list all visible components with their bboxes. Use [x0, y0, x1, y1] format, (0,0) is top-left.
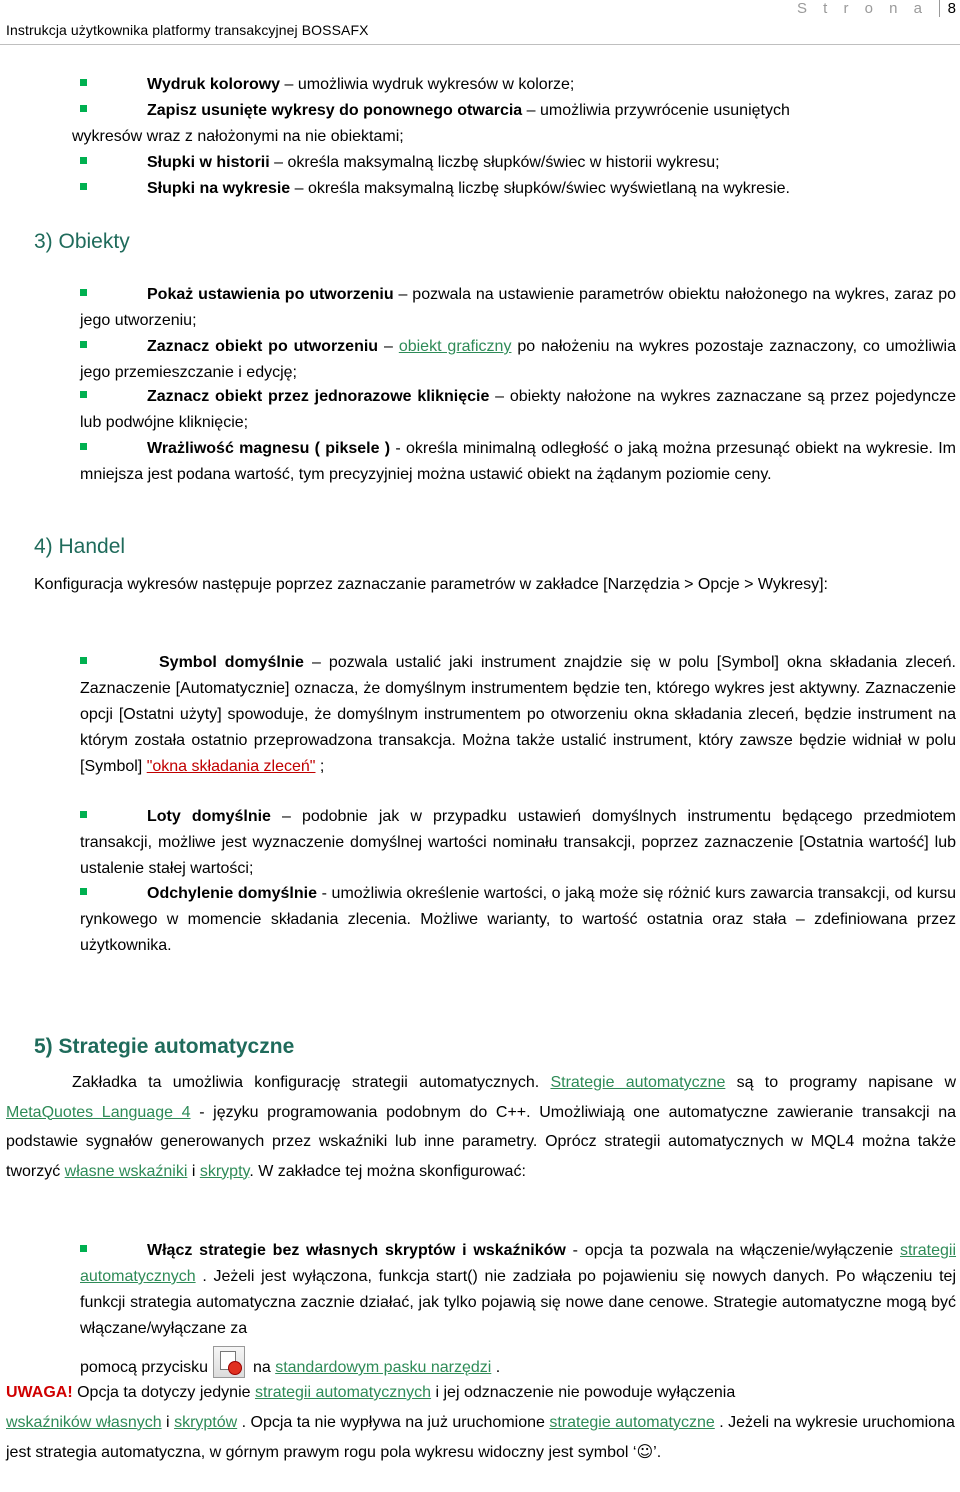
bullet-icon [80, 391, 87, 398]
bullet-icon [80, 289, 87, 296]
link-graphic-object[interactable]: obiekt graficzny [398, 338, 512, 355]
list-item [80, 384, 956, 436]
paragraph-text: . Jeżeli na wykresie uruchomiona jest strategia automatyczna, w górnym prawym rogu pola wykresu widoczny jest symbol ‘ [6, 1413, 955, 1461]
paragraph-text: - języku programowania podobnym do C++. Umożliwiają one automatyczne zawieranie transakcji na podstawie sygnałów generowanych przez wskaźniki lub inne parametry. Oprócz strategii automatycznych w MQL4 można także tworzyć [6, 1103, 956, 1180]
list-item [80, 650, 956, 780]
warning-paragraph [6, 1378, 956, 1468]
list-item [80, 72, 956, 97]
item-title: Loty domyślnie [147, 808, 271, 825]
list-item-continued: wykresów wraz z nałożonymi na nie obiektami; [72, 128, 404, 145]
item-text: . [491, 1359, 501, 1376]
bullet-icon [80, 105, 87, 112]
paragraph-text: . Opcja ta nie wypływa na już uruchomione [237, 1413, 550, 1431]
section-paragraph [6, 1068, 956, 1186]
link-scripts[interactable]: skryptów [174, 1413, 238, 1431]
link-custom-indicators[interactable]: własne wskaźniki [64, 1162, 188, 1180]
link-scripts[interactable]: skrypty [199, 1162, 250, 1180]
item-text: ; [315, 758, 325, 775]
list-item-continued [80, 1346, 956, 1381]
paragraph-text: i jej odznaczenie nie powoduje wyłączenia [431, 1384, 736, 1401]
item-text: na [248, 1359, 276, 1376]
header-divider [0, 44, 960, 45]
paragraph-text: i [187, 1162, 200, 1180]
section-heading-automated-strategies: 5) Strategie automatyczne [34, 1035, 295, 1058]
section-heading-trading: 4) Handel [34, 535, 126, 558]
list-item [80, 98, 956, 123]
list-item [80, 881, 956, 959]
section-intro: Konfiguracja wykresów następuje poprzez zaznaczanie parametrów w zakładce [Narzędzia > Opcje > Wykresy]: [34, 576, 828, 593]
item-title: Słupki w historii [147, 154, 270, 171]
item-text: . Jeżeli jest wyłączona, funkcja start() nie zadziała po pojawieniu się nowych danych. Po włączeniu tej funkcji strategia automatyczna zacznie działać, jak tylko pojawią się nowe dane cenowe. Strategie automatyczne mogą być włączane/wyłączane za [80, 1268, 956, 1337]
paragraph-text: są to programy napisane w [725, 1074, 957, 1091]
link-custom-indicators[interactable]: wskaźników własnych [6, 1413, 162, 1431]
bullet-icon [80, 443, 87, 450]
list-item [80, 804, 956, 882]
bullet-icon [80, 1245, 87, 1252]
item-title: Zaznacz obiekt przez jednorazowe kliknięcie [147, 388, 490, 405]
smiley-icon: ☺ [636, 1442, 654, 1461]
link-automated-strategies[interactable]: Strategie automatyczne [550, 1074, 726, 1091]
page-header [0, 0, 960, 46]
item-text: – pozwala ustalić jaki instrument znajdzie się w polu [Symbol] okna składania zleceń. Zaznaczenie [Automatycznie] oznacza, że domyślnym instrumentem będzie ten, którego wykres jest aktywny. Zaznaczenie opcji [Ostatni użyty] spowoduje, że domyślnym instrumentem po otworzeniu okna składania zleceń, będzie instrument na którym została ostatnio przeprowadzona transakcja. Można także ustalić instrument, który zawsze będzie widniał w polu [Symbol] [80, 654, 956, 775]
item-text: - określa minimalną odległość o jaką można przesunąć obiekt na wykresie. Im mniejsza jest podana wartość, tym precyzyjniej można ustawić obiekt na żądanym poziomie ceny. [80, 440, 956, 483]
bullet-icon [80, 888, 87, 895]
item-title: Zaznacz obiekt po utworzeniu [147, 338, 379, 355]
item-text: – obiekty nałożone na wykres zaznaczane są przez pojedyncze lub podwójne kliknięcie; [80, 388, 957, 431]
item-title: Słupki na wykresie [147, 180, 291, 197]
item-title: Wydruk kolorowy [147, 76, 281, 93]
list-item [80, 334, 956, 386]
link-automated-strategies[interactable]: strategii automatycznych [80, 1242, 957, 1285]
item-title: Symbol domyślnie [159, 654, 304, 671]
item-title: Wrażliwość magnesu ( piksele ) [147, 440, 391, 457]
paragraph-text: i [161, 1413, 175, 1431]
item-text: po nałożeniu na wykres pozostaje zaznaczony, co umożliwia jego przemieszczanie i edycję; [80, 338, 956, 381]
bullet-icon [80, 811, 87, 818]
bullet-icon [80, 341, 87, 348]
item-title: Włącz strategie bez własnych skryptów i wskaźników [147, 1242, 566, 1259]
item-title: Zapisz usunięte wykresy do ponownego otwarcia [147, 102, 523, 119]
item-text: – podobnie jak w przypadku ustawień domyślnych instrumentu będącego przedmiotem transakcji, możliwe jest wyznaczenie domyślnej wartości nominału transakcji, poprzez zaznaczenie [Ostatnia wartość] lub ustalenie stałej wartości; [80, 808, 956, 877]
expert-advisors-button-icon [213, 1346, 245, 1378]
bullet-icon [80, 79, 87, 86]
list-item [80, 282, 956, 334]
list-item [80, 176, 956, 201]
page-label: S t r o n a [796, 0, 928, 17]
paragraph-text: Opcja ta dotyczy jedynie [72, 1384, 255, 1401]
item-title: Odchylenie domyślnie [147, 885, 317, 902]
item-text: pomocą przycisku [80, 1359, 213, 1376]
paragraph-text: Zakładka ta umożliwia konfigurację strategii automatycznych. [72, 1074, 551, 1091]
document-title: Instrukcja użytkownika platformy transakcyjnej BOSSAFX [6, 22, 369, 38]
item-text: – umożliwia wydruk wykresów w kolorze; [280, 76, 575, 93]
list-item [80, 150, 956, 175]
list-item [80, 1238, 956, 1342]
bullet-icon [80, 657, 87, 664]
link-automated-strategies[interactable]: strategii automatycznych [254, 1384, 432, 1401]
bullet-icon [80, 183, 87, 190]
item-text: – pozwala na ustawienie parametrów obiektu nałożonego na wykres, zaraz po jego utworzeniu; [80, 286, 957, 329]
item-text: - umożliwia określenie wartości, o jaką może się różnić kurs zawarcia transakcji, od kursu rynkowego w momencie składania zlecenia. Możliwe warianty, to wartość ostatnia oraz stała – zdefiniowana przez użytkownika. [80, 885, 957, 954]
bullet-icon [80, 157, 87, 164]
item-title: Pokaż ustawienia po utworzeniu [147, 286, 394, 303]
item-text: – [378, 338, 399, 355]
item-text: – umożliwia przywrócenie usuniętych [522, 102, 790, 119]
link-automated-strategies[interactable]: strategie automatyczne [549, 1413, 715, 1431]
list-item [80, 436, 956, 488]
item-text: - opcja ta pozwala na włączenie/wyłączenie [565, 1242, 900, 1259]
paragraph-text: ’. [653, 1444, 662, 1461]
paragraph-text: . W zakładce tej można skonfigurować: [249, 1162, 526, 1180]
link-standard-toolbar[interactable]: standardowym pasku narzędzi [275, 1359, 492, 1376]
item-text: – określa maksymalną liczbę słupków/świec wyświetlaną na wykresie. [290, 180, 790, 197]
section-heading-objects: 3) Obiekty [34, 230, 130, 253]
warning-label: UWAGA! [6, 1384, 73, 1401]
page-number: 8 [939, 0, 956, 17]
item-text: – określa maksymalną liczbę słupków/świec w historii wykresu; [269, 154, 720, 171]
link-mql4[interactable]: MetaQuotes Language 4 [6, 1103, 191, 1121]
link-order-window[interactable]: "okna składania zleceń" [146, 758, 316, 775]
